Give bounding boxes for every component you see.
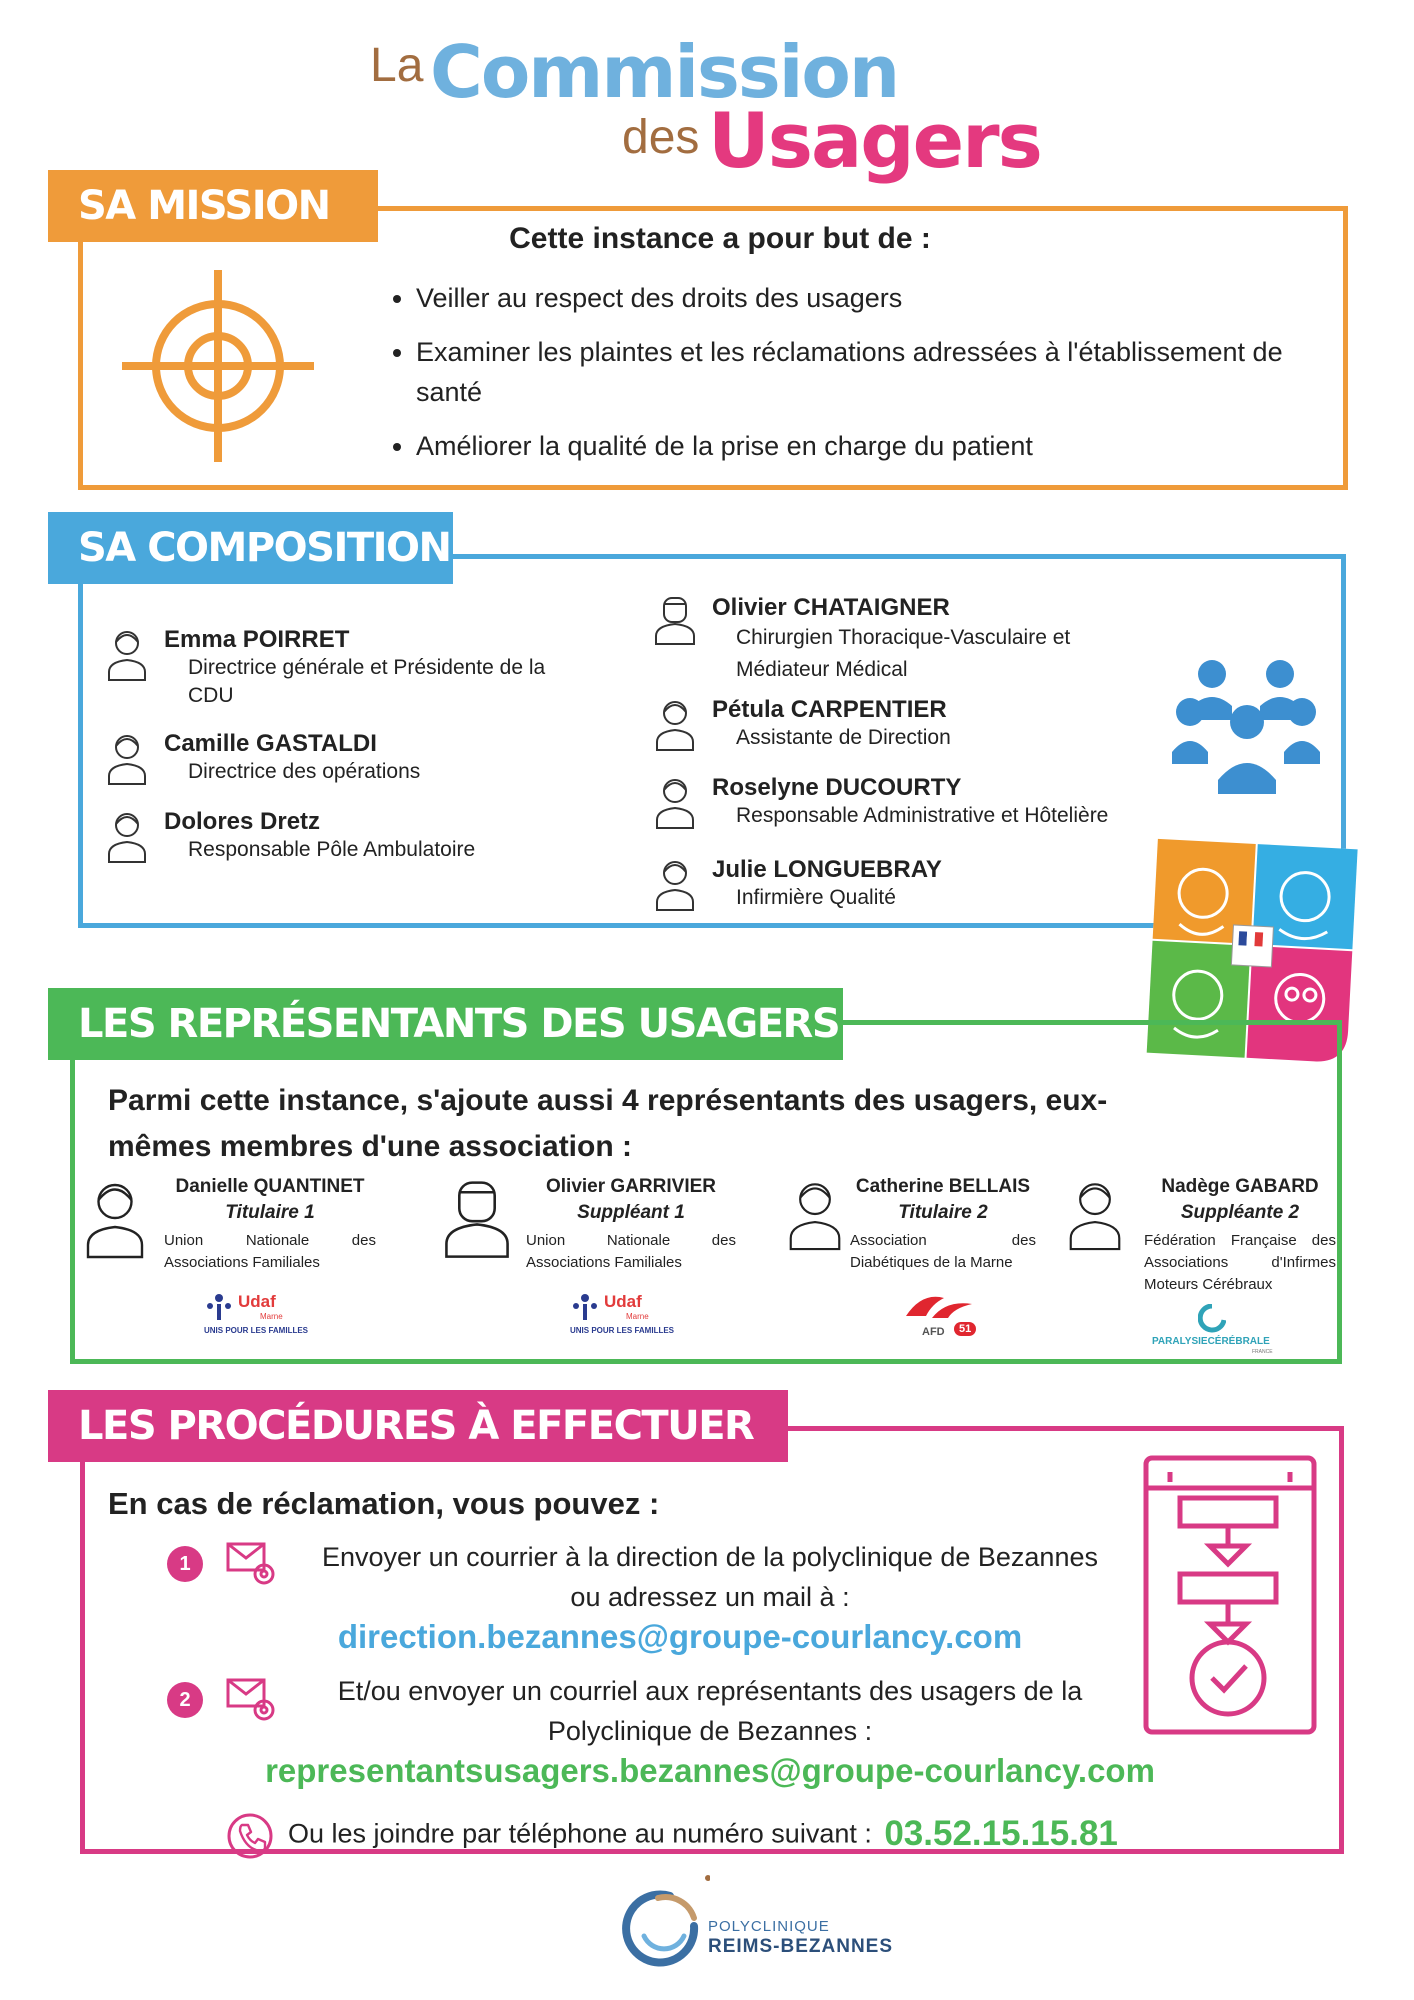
title-la: La [370, 39, 424, 92]
logo-line1: POLYCLINIQUE [708, 1918, 830, 1935]
title-usagers: Usagers [708, 96, 1041, 185]
rep-card [784, 1176, 1044, 1356]
step2-email-link[interactable]: representantsusagers.bezannes@groupe-courlancy.com [265, 1752, 1155, 1789]
member-card [652, 774, 1192, 830]
mission-item: • Examiner les plaintes et les réclamations adressées à l'établissement de santé [416, 332, 1336, 412]
phone-text: Ou les joindre par téléphone au numéro suivant : [288, 1818, 872, 1849]
checklist-icon [1140, 1452, 1320, 1738]
person-icon [784, 1176, 846, 1252]
step1-line1: Envoyer un courrier à la direction de la polyclinique de Bezannes [322, 1542, 1098, 1572]
member-name: Dolores Dretz [164, 808, 321, 835]
person-icon [1064, 1176, 1126, 1252]
rep-association: Fédération Française des Associations d'Infirmes Moteurs Cérébraux [1144, 1232, 1336, 1293]
envelope-icon [226, 1540, 278, 1588]
logo-tag: UNIS POUR LES FAMILLES [570, 1326, 675, 1335]
rep-status: Suppléante 2 [1180, 1202, 1300, 1223]
member-card [652, 594, 1132, 686]
phone-row [288, 1814, 1228, 1854]
group-icon [1172, 656, 1322, 796]
person-icon [104, 626, 150, 682]
afd-icon [902, 1292, 982, 1322]
member-name: Olivier CHATAIGNER [712, 594, 950, 621]
member-name: Camille GASTALDI [164, 730, 377, 757]
step1-email-link[interactable]: direction.bezannes@groupe-courlancy.com [337, 1618, 1023, 1655]
polyclinique-logo [610, 1874, 930, 1974]
member-role: Infirmière Qualité [736, 886, 896, 909]
phone-number[interactable]: 03.52.15.15.81 [884, 1814, 1118, 1853]
logo-mark-icon [610, 1874, 710, 1974]
person-icon [652, 594, 698, 646]
representants-label: LES REPRÉSENTANTS DES USAGERS [48, 988, 843, 1060]
rep-name: Olivier GARRIVIER [546, 1176, 716, 1197]
rep-status: Titulaire 1 [225, 1202, 315, 1223]
member-role: Responsable Administrative et Hôtelière [736, 804, 1109, 827]
person-icon [80, 1176, 150, 1260]
person-icon [652, 856, 698, 912]
procedures-heading: En cas de réclamation, vous pouvez : [108, 1486, 660, 1521]
member-name: Julie LONGUEBRAY [712, 856, 942, 883]
rep-status: Titulaire 2 [898, 1202, 988, 1223]
person-icon [652, 696, 698, 752]
rep-association: Union Nationale des Associations Familiales [526, 1232, 736, 1271]
rep-association: Union Nationale des Associations Familiales [164, 1232, 376, 1271]
member-name: Emma POIRRET [164, 626, 350, 653]
udaf-icon [570, 1292, 600, 1322]
member-card [652, 696, 1192, 752]
person-icon [440, 1176, 514, 1260]
paralysie-logo [1152, 1304, 1292, 1356]
step-number: 2 [167, 1682, 203, 1718]
envelope-icon [226, 1676, 278, 1724]
member-card [104, 808, 584, 864]
member-role: Assistante de Direction [736, 726, 951, 749]
mission-list [380, 278, 1336, 480]
member-role: Directrice générale et Présidente de la CDU [188, 656, 546, 707]
mission-item: • Améliorer la qualité de la prise en charge du patient [416, 426, 1336, 466]
title-des: des [622, 111, 700, 164]
mission-label: SA MISSION [48, 170, 378, 242]
member-role: Chirurgien Thoracique-Vasculaire et Médiateur Médical [736, 626, 1071, 681]
rep-card [440, 1176, 740, 1356]
mission-heading: Cette instance a pour but de : [509, 222, 931, 255]
member-card [104, 730, 584, 786]
udaf-logo [570, 1292, 690, 1342]
logo-text: AFD [922, 1326, 945, 1338]
logo-tag: UNIS POUR LES FAMILLES [204, 1326, 309, 1335]
person-icon [104, 808, 150, 864]
member-name: Roselyne DUCOURTY [712, 774, 962, 801]
step2-line1: Et/ou envoyer un courriel aux représentants des usagers de la [337, 1676, 1083, 1706]
afd-logo [902, 1292, 992, 1348]
rep-status: Suppléant 1 [577, 1202, 685, 1223]
logo-line2: REIMS-BEZANNES [708, 1936, 894, 1957]
rep-card [1064, 1176, 1336, 1356]
logo-text: Udaf [604, 1292, 642, 1311]
procedures-label: LES PROCÉDURES À EFFECTUER [48, 1390, 788, 1462]
title-commission: Commission [430, 30, 899, 114]
step1-line2: ou adressez un mail à : [570, 1582, 850, 1612]
step2-line2: Polyclinique de Bezannes : [547, 1716, 873, 1746]
logo-sub: FRANCE [1252, 1349, 1273, 1355]
member-role: Directrice des opérations [188, 760, 421, 783]
phone-icon [226, 1812, 274, 1860]
paralysie-icon [1198, 1304, 1226, 1334]
rep-card [80, 1176, 380, 1356]
person-icon [652, 774, 698, 830]
member-name: Pétula CARPENTIER [712, 696, 947, 723]
composition-label: SA COMPOSITION [48, 512, 453, 584]
member-card [104, 626, 584, 710]
logo-sub: 51 [954, 1322, 976, 1336]
udaf-logo [204, 1292, 324, 1342]
logo-text: PARALYSIECÉRÉBRALE [1152, 1336, 1270, 1347]
person-icon [104, 730, 150, 786]
logo-sub: Marne [260, 1312, 283, 1321]
representants-intro: Parmi cette instance, s'ajoute aussi 4 représentants des usagers, eux-mêmes membres d'une association : [108, 1084, 1108, 1163]
rep-name: Nadège GABARD [1161, 1176, 1319, 1197]
rep-name: Danielle QUANTINET [175, 1176, 365, 1197]
member-card [652, 856, 1192, 912]
step-number: 1 [167, 1546, 203, 1582]
mission-item: • Veiller au respect des droits des usagers [416, 278, 1336, 318]
member-role: Responsable Pôle Ambulatoire [188, 838, 476, 861]
logo-text: Udaf [238, 1292, 276, 1311]
target-icon [118, 266, 318, 466]
rep-name: Catherine BELLAIS [855, 1176, 1031, 1197]
logo-sub: Marne [626, 1312, 649, 1321]
udaf-icon [204, 1292, 234, 1322]
rep-association: Association des Diabétiques de la Marne [850, 1232, 1036, 1271]
